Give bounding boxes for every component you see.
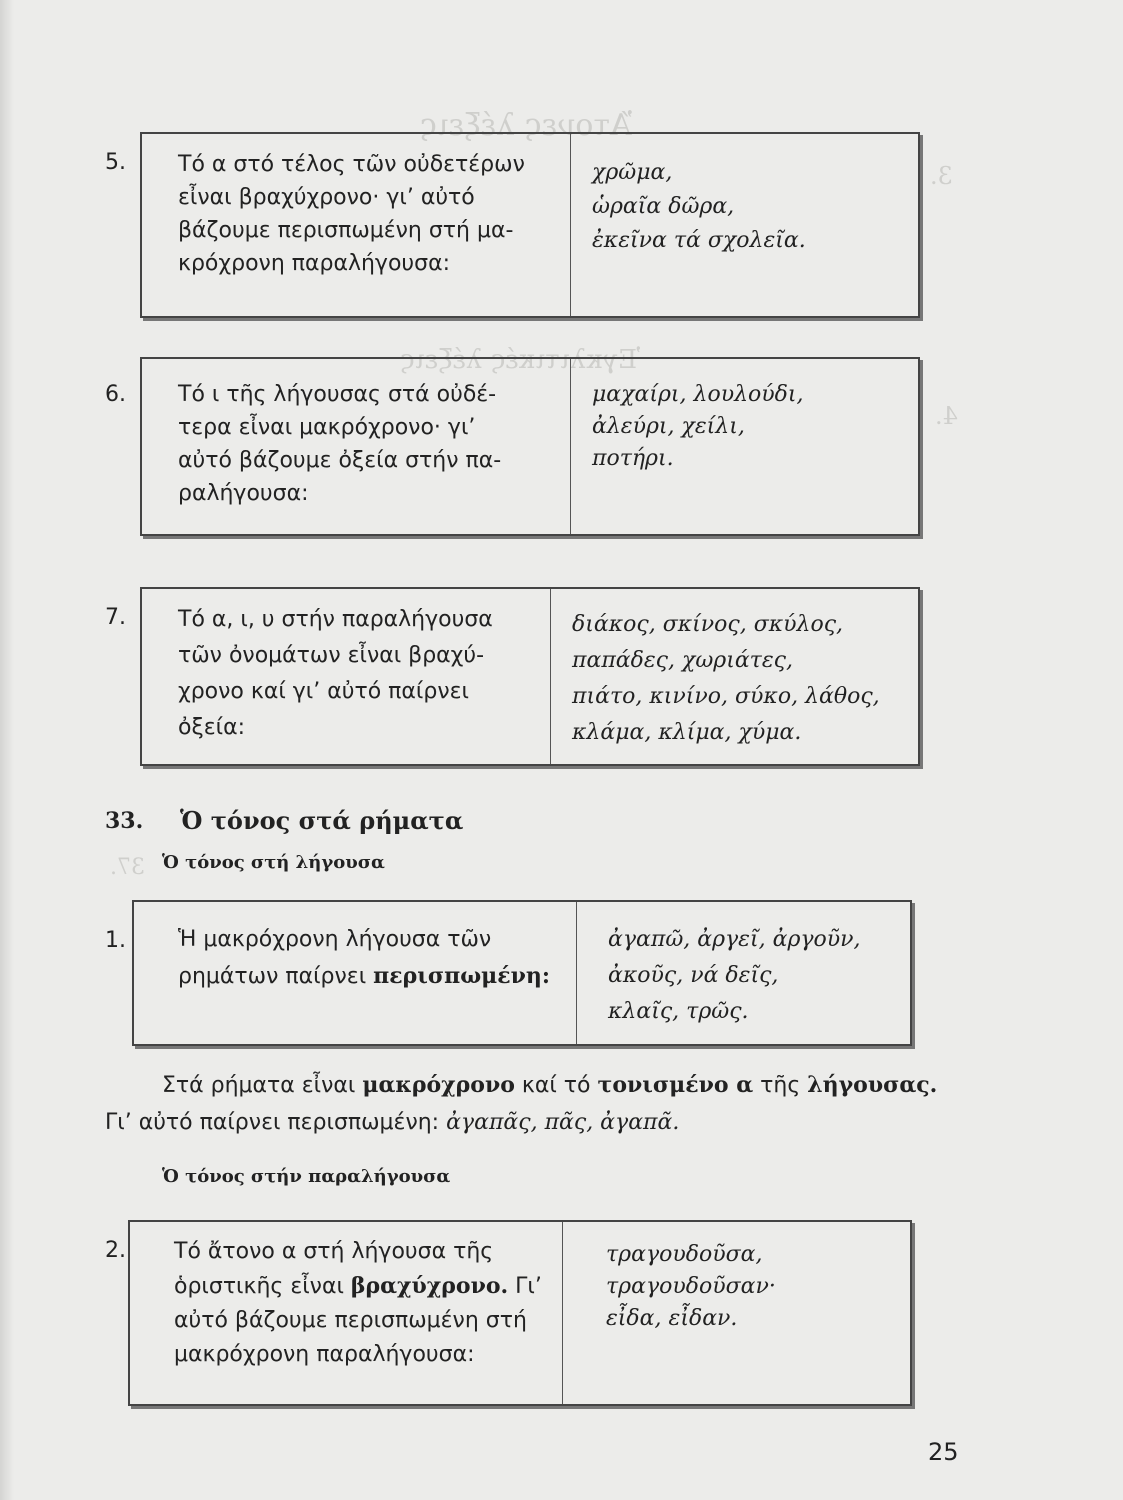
- rule-5-examples: [592, 158, 806, 256]
- rule-line: τερα εἶναι μακρόχρονο· γι’: [178, 415, 476, 440]
- rule-6-examples: [592, 380, 804, 474]
- text-run: καί τό: [514, 1073, 598, 1098]
- text-run-italic: ἀγαπᾶς, πᾶς, ἀγαπᾶ.: [446, 1110, 680, 1135]
- column-divider: [570, 359, 571, 534]
- example-line: παπάδες, χωριάτες,: [572, 648, 793, 673]
- paragraph-line-1: [162, 1072, 937, 1098]
- text-run-bold: λήγουσας.: [807, 1072, 938, 1098]
- rule-7-text: [178, 605, 493, 743]
- binding-shadow: [0, 0, 14, 1500]
- subsection-title-ultima: Ὁ τόνος στή λήγουσα: [162, 852, 385, 873]
- bleed-through-number-3: 3.: [930, 162, 953, 190]
- rule-number: 1.: [105, 928, 126, 953]
- rule-line-text: ὁριστικῆς εἶναι: [174, 1274, 351, 1299]
- example-line: κλάμα, κλίμα, χύμα.: [572, 720, 802, 745]
- rule-number: 2.: [105, 1238, 126, 1263]
- rule-number: 5.: [105, 150, 126, 175]
- rule-line: χρονο καί γι’ αὐτό παίρνει: [178, 679, 469, 704]
- text-run: Στά ρήματα εἶναι: [162, 1073, 363, 1098]
- example-line: ἀκοῦς, νά δεῖς,: [608, 963, 779, 988]
- rule-2-text: [174, 1237, 542, 1370]
- bleed-through-number-37: 37.: [110, 855, 145, 880]
- example-line: πιάτο, κινίνο, σύκο, λάθος,: [572, 684, 880, 709]
- column-divider: [562, 1222, 563, 1404]
- rule-line: τῶν ὀνομάτων εἶναι βραχύ-: [178, 643, 485, 668]
- page-number: 25: [928, 1438, 959, 1466]
- rule-line-bold: περισπωμένη:: [373, 963, 551, 989]
- rule-line: μακρόχρονη παραλήγουσα:: [174, 1342, 475, 1367]
- rule-line: [178, 961, 550, 992]
- column-divider: [550, 589, 551, 764]
- rule-line: Ἡ μακρόχρονη λήγουσα τῶν: [178, 927, 492, 952]
- example-line: μαχαίρι, λουλούδι,: [592, 382, 804, 407]
- rule-line: αὐτό βάζουμε περισπωμένη στή: [174, 1308, 527, 1333]
- example-line: ἀγαπῶ, ἀργεῖ, ἀργοῦν,: [608, 927, 861, 952]
- rule-line: ὀξεία:: [178, 715, 245, 740]
- text-run-bold: μακρόχρονο: [362, 1072, 515, 1098]
- example-line: ἐκεῖνα τά σχολεῖα.: [592, 228, 806, 253]
- rule-line: Τό ι τῆς λήγουσας στά οὐδέ-: [178, 382, 497, 407]
- rule-line: κρόχρονη παραλήγουσα:: [178, 251, 450, 276]
- rule-number: 7.: [105, 605, 126, 630]
- text-run: τῆς: [753, 1073, 808, 1098]
- example-line: κλαῖς, τρῶς.: [608, 999, 749, 1024]
- rule-line: βάζουμε περισπωμένη στή μα-: [178, 218, 514, 243]
- rule-line: Τό α, ι, υ στήν παραλήγουσα: [178, 607, 493, 632]
- example-line: εἶδα, εἶδαν.: [606, 1306, 738, 1331]
- rule-5-text: [178, 150, 525, 279]
- text-run-bold: τονισμένο α: [597, 1072, 754, 1098]
- rule-1-examples: [608, 925, 861, 1027]
- example-line: διάκος, σκίνος, σκύλος,: [572, 612, 844, 637]
- example-line: ποτήρι.: [592, 446, 674, 471]
- rule-number: 6.: [105, 382, 126, 407]
- rule-line: εἶναι βραχύχρονο· γι’ αὐτό: [178, 185, 475, 210]
- rule-1-text: [178, 925, 550, 992]
- bleed-through-enclitic-title: Ἐγκλιτικές λέξεις: [400, 345, 641, 375]
- paragraph-line-2: [105, 1110, 679, 1135]
- example-line: ἀλεύρι, χείλι,: [592, 414, 745, 439]
- rule-2-examples: [606, 1240, 776, 1334]
- bleed-through-number-4: 4.: [935, 402, 958, 430]
- column-divider: [570, 134, 571, 316]
- rule-line: αὐτό βάζουμε ὀξεία στήν πα-: [178, 448, 502, 473]
- rule-line-text: ρημάτων παίρνει: [178, 964, 374, 989]
- rule-line-bold: βραχύχρονο.: [350, 1273, 509, 1299]
- rule-line: Τό α στό τέλος τῶν οὐδετέρων: [178, 152, 525, 177]
- example-line: τραγουδοῦσα,: [606, 1242, 763, 1267]
- bleed-through-title: Ἄτονες λέξεις: [420, 108, 632, 143]
- rule-line: Τό ἄτονο α στή λήγουσα τῆς: [174, 1239, 494, 1264]
- example-line: ὡραῖα δῶρα,: [592, 194, 735, 219]
- rule-line: [174, 1271, 542, 1302]
- rule-6-text: [178, 380, 501, 509]
- subsection-title-penult: Ὁ τόνος στήν παραλήγουσα: [162, 1166, 451, 1187]
- example-line: χρῶμα,: [592, 160, 673, 185]
- section-title: Ὁ τόνος στά ρήματα: [180, 806, 464, 835]
- section-number: 33.: [105, 808, 144, 834]
- rule-7-examples: [572, 610, 880, 748]
- column-divider: [576, 902, 577, 1044]
- text-run: Γι’ αὐτό παίρνει περισπωμένη:: [105, 1110, 447, 1135]
- rule-line: ραλήγουσα:: [178, 481, 309, 506]
- rule-line-text: Γι’: [508, 1274, 542, 1299]
- example-line: τραγουδοῦσαν·: [606, 1274, 776, 1299]
